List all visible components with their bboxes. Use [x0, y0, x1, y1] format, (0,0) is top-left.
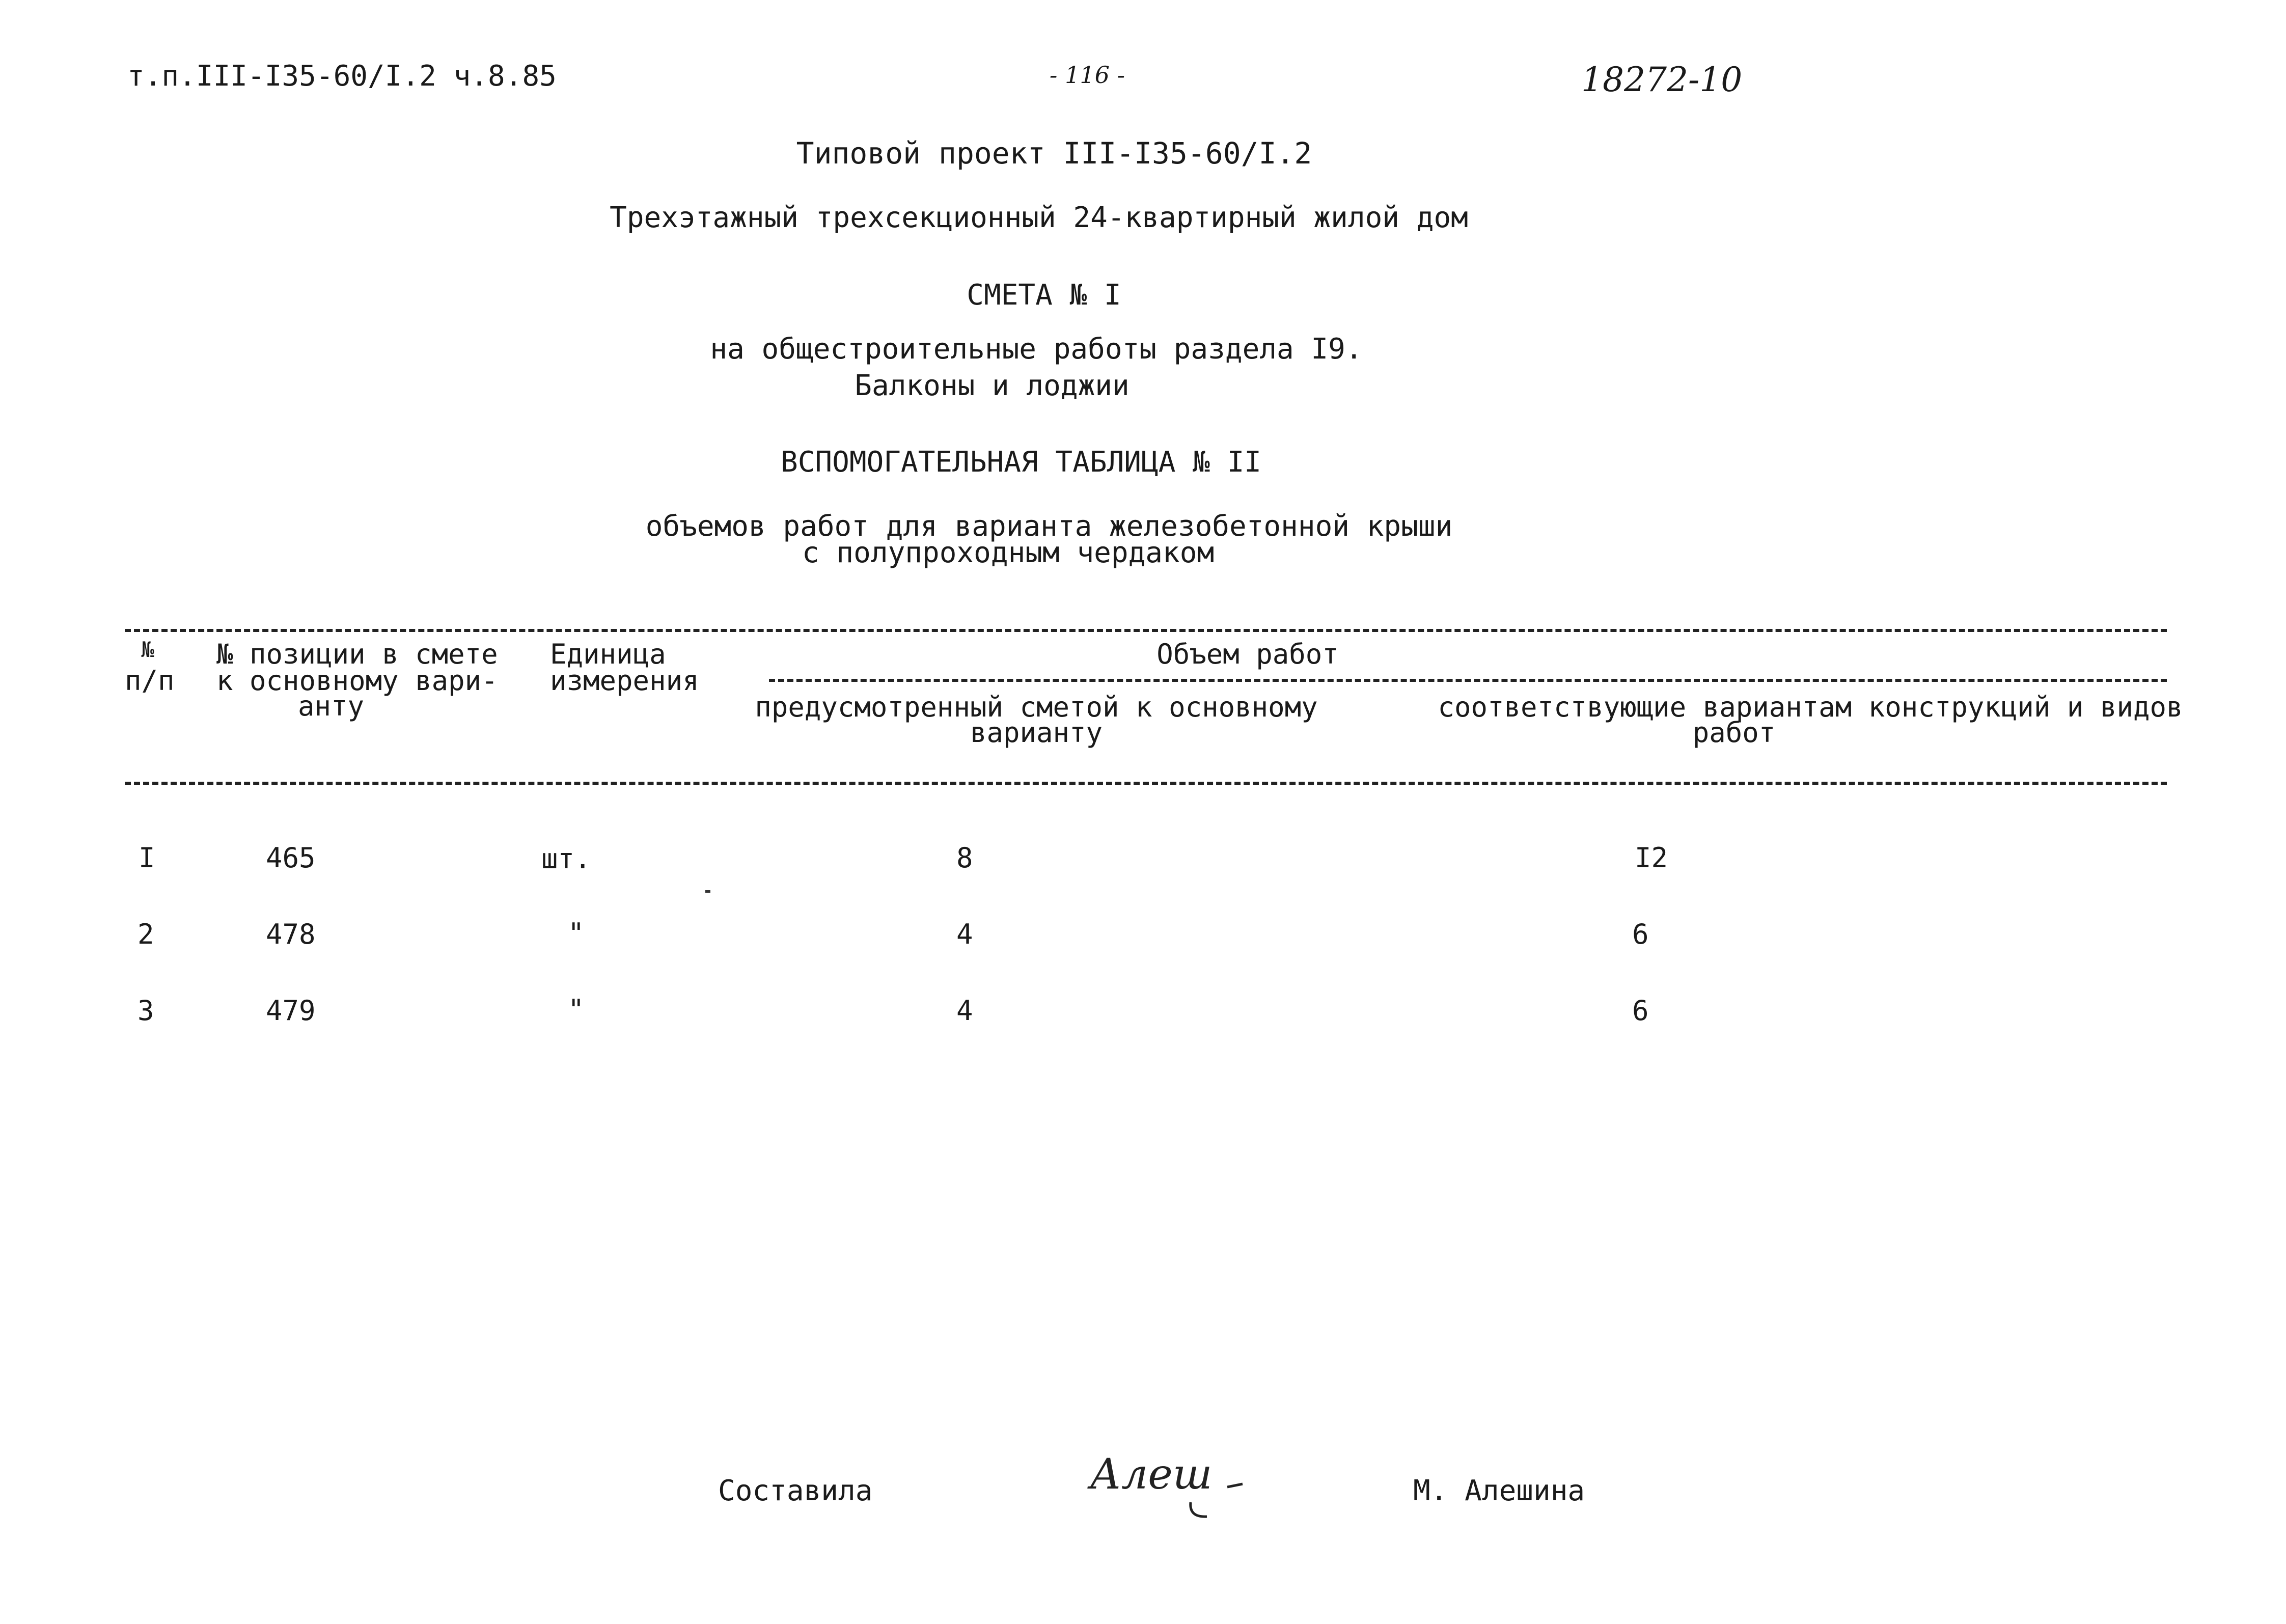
project-title: Типовой проект III-I35-60/I.2: [796, 136, 1312, 171]
compiler-name: М. Алешина: [1413, 1474, 1585, 1507]
header-base-line2: варианту: [970, 717, 1103, 749]
row-num: I: [139, 842, 155, 874]
row-position: 478: [266, 918, 316, 950]
signature: Алеш: [1090, 1450, 1213, 1499]
row-num: 2: [137, 918, 154, 950]
row-base-volume: 4: [956, 995, 973, 1027]
header-num-label: п/п: [125, 665, 175, 697]
header-unit-line1: Единица: [550, 638, 666, 670]
row-base-volume: 8: [956, 842, 973, 874]
row-unit: ": [568, 994, 585, 1026]
subject-line1: объемов работ для варианта железобетонной крыши: [645, 510, 1453, 543]
header-num-symbol: №: [141, 637, 154, 662]
row-position: 479: [266, 995, 316, 1027]
header-bottom-rule: [125, 782, 2167, 785]
header-unit-line2: измерения: [550, 665, 699, 697]
table-top-rule: [125, 629, 2167, 632]
row-variant-volume: I2: [1635, 842, 1668, 874]
signature-flourish: [1187, 1467, 1248, 1523]
row-unit: шт.: [541, 843, 591, 875]
works-title-line1: на общестроительные работы раздела I9.: [710, 333, 1363, 366]
archive-number: 18272-10: [1581, 60, 1743, 99]
aux-table-title: ВСПОМОГАТЕЛЬНАЯ ТАБЛИЦА № II: [780, 446, 1262, 479]
volume-sub-rule: [769, 679, 2167, 682]
row-variant-volume: 6: [1632, 995, 1649, 1027]
row-position: 465: [266, 842, 316, 874]
stray-mark: [705, 890, 710, 893]
page-number: - 116 -: [1049, 61, 1125, 89]
document-code: т.п.III-I35-60/I.2 ч.8.85: [127, 60, 557, 93]
header-volume: Объем работ: [1156, 638, 1339, 670]
row-base-volume: 4: [956, 918, 973, 950]
estimate-title: СМЕТА № I: [967, 279, 1121, 312]
header-variant-line1: соответствующие вариантам конструкций и видов: [1438, 691, 2183, 723]
header-position-line3: анту: [298, 690, 365, 722]
building-title: Трехэтажный трехсекционный 24-квартирный жилой дом: [610, 201, 1468, 234]
works-title-line2: Балконы и лоджии: [855, 369, 1130, 402]
row-variant-volume: 6: [1632, 918, 1649, 950]
header-base-line1: предусмотренный сметой к основному: [755, 691, 1318, 723]
row-unit: ": [568, 917, 585, 949]
compiled-by-label: Составила: [718, 1474, 873, 1507]
header-position-line2: к основному вари-: [216, 665, 498, 697]
header-position-line1: № позиции в смете: [216, 638, 498, 670]
subject-line2: с полупроходным чердаком: [802, 536, 1215, 569]
row-num: 3: [137, 995, 154, 1027]
header-variant-line2: работ: [1692, 717, 1776, 749]
